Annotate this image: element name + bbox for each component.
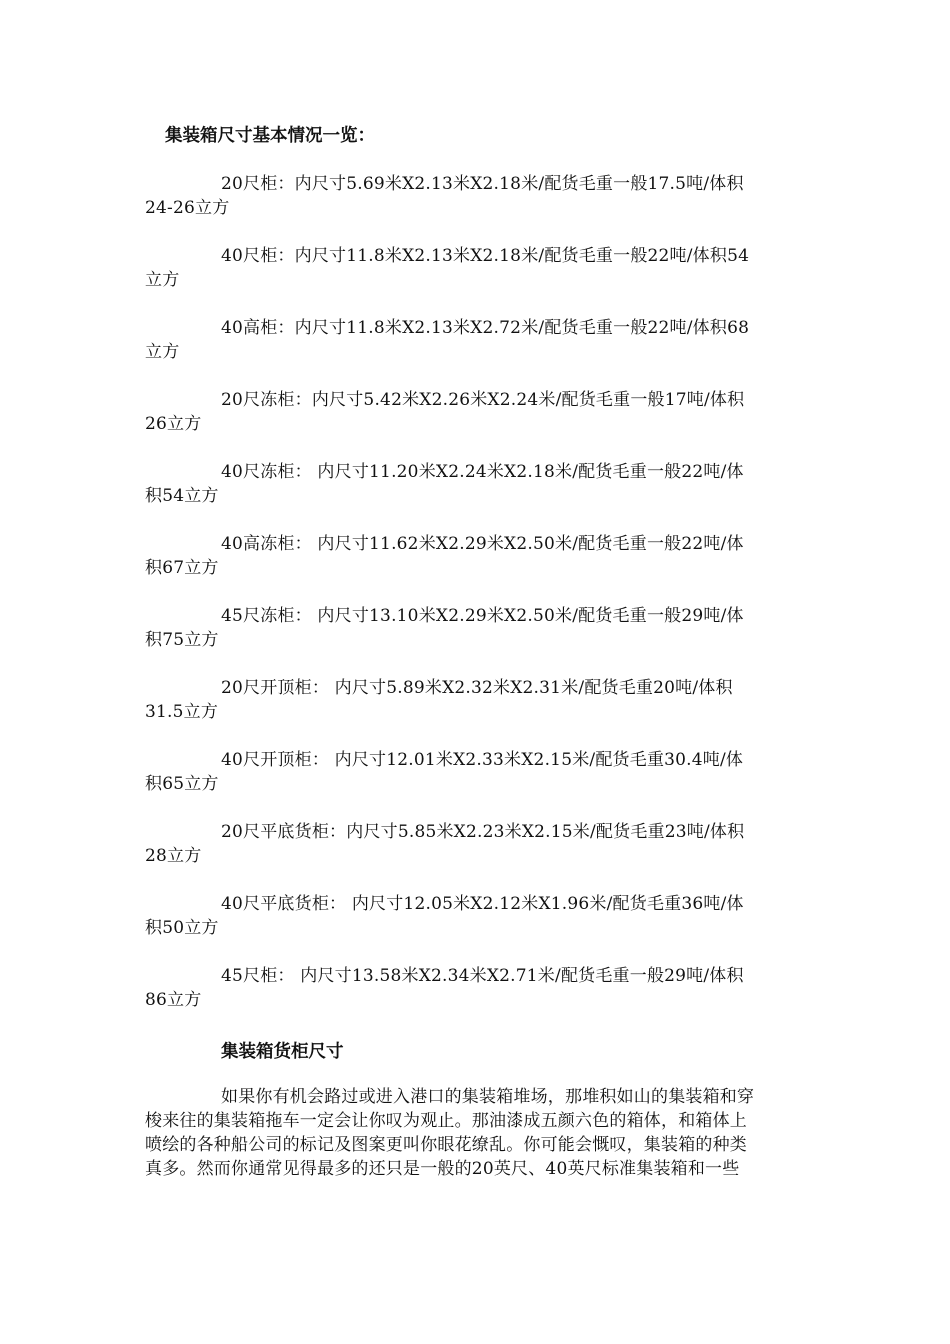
entry-line-2: 积67立方 — [145, 558, 219, 578]
document-title: 集装箱尺寸基本情况一览： — [165, 126, 375, 146]
entry-line-1: 40尺开顶柜： 内尺寸12.01米X2.33米X2.15米/配货毛重30.4吨/体 — [221, 750, 744, 770]
entry-line-1: 20尺柜：内尺寸5.69米X2.13米X2.18米/配货毛重一般17.5吨/体积 — [221, 174, 744, 194]
entry-line-1: 40尺柜：内尺寸11.8米X2.13米X2.18米/配货毛重一般22吨/体积54 — [221, 246, 750, 266]
entry-40ft — [145, 244, 810, 292]
section-subtitle: 集装箱货柜尺寸 — [221, 1042, 344, 1062]
entry-line-2: 积75立方 — [145, 630, 219, 650]
entry-45rf — [145, 604, 810, 652]
paragraph-line: 真多。然而你通常见得最多的还只是一般的20英尺、40英尺标准集装箱和一些 — [145, 1159, 740, 1179]
body-paragraph — [145, 1085, 810, 1181]
entry-line-2: 26立方 — [145, 414, 202, 434]
entry-line-1: 45尺冻柜： 内尺寸13.10米X2.29米X2.50米/配货毛重一般29吨/体 — [221, 606, 744, 626]
entry-line-1: 45尺柜： 内尺寸13.58米X2.34米X2.71米/配货毛重一般29吨/体积 — [221, 966, 744, 986]
entry-line-2: 积65立方 — [145, 774, 219, 794]
entry-line-2: 立方 — [145, 270, 180, 290]
entry-40fr — [145, 892, 810, 940]
paragraph-line: 喷绘的各种船公司的标记及图案更叫你眼花缭乱。你可能会慨叹，集装箱的种类 — [145, 1135, 747, 1155]
entry-40ot — [145, 748, 810, 796]
entry-40rf — [145, 460, 810, 508]
entry-line-2: 积54立方 — [145, 486, 219, 506]
entry-20fr — [145, 820, 810, 868]
entry-20ft — [145, 172, 810, 220]
entry-line-1: 40高柜：内尺寸11.8米X2.13米X2.72米/配货毛重一般22吨/体积68 — [221, 318, 750, 338]
entry-40hc — [145, 316, 810, 364]
entry-line-1: 20尺平底货柜：内尺寸5.85米X2.23米X2.15米/配货毛重23吨/体积 — [221, 822, 745, 842]
entry-line-2: 86立方 — [145, 990, 202, 1010]
entry-line-2: 31.5立方 — [145, 702, 219, 722]
entry-line-2: 24-26立方 — [145, 198, 230, 218]
entry-20rf — [145, 388, 810, 436]
entry-20ot — [145, 676, 810, 724]
entry-line-2: 积50立方 — [145, 918, 219, 938]
entry-40hr — [145, 532, 810, 580]
entry-line-1: 20尺冻柜：内尺寸5.42米X2.26米X2.24米/配货毛重一般17吨/体积 — [221, 390, 745, 410]
entry-line-1: 40尺冻柜： 内尺寸11.20米X2.24米X2.18米/配货毛重一般22吨/体 — [221, 462, 744, 482]
entry-line-1: 40尺平底货柜： 内尺寸12.05米X2.12米X1.96米/配货毛重36吨/体 — [221, 894, 744, 914]
entry-line-2: 28立方 — [145, 846, 202, 866]
paragraph-line: 如果你有机会路过或进入港口的集装箱堆场，那堆积如山的集装箱和穿 — [221, 1087, 755, 1107]
entry-line-1: 20尺开顶柜： 内尺寸5.89米X2.32米X2.31米/配货毛重20吨/体积 — [221, 678, 733, 698]
entry-line-2: 立方 — [145, 342, 180, 362]
paragraph-line: 梭来往的集装箱拖车一定会让你叹为观止。那油漆成五颜六色的箱体，和箱体上 — [145, 1111, 747, 1131]
entry-45ft — [145, 964, 810, 1012]
entry-line-1: 40高冻柜： 内尺寸11.62米X2.29米X2.50米/配货毛重一般22吨/体 — [221, 534, 744, 554]
